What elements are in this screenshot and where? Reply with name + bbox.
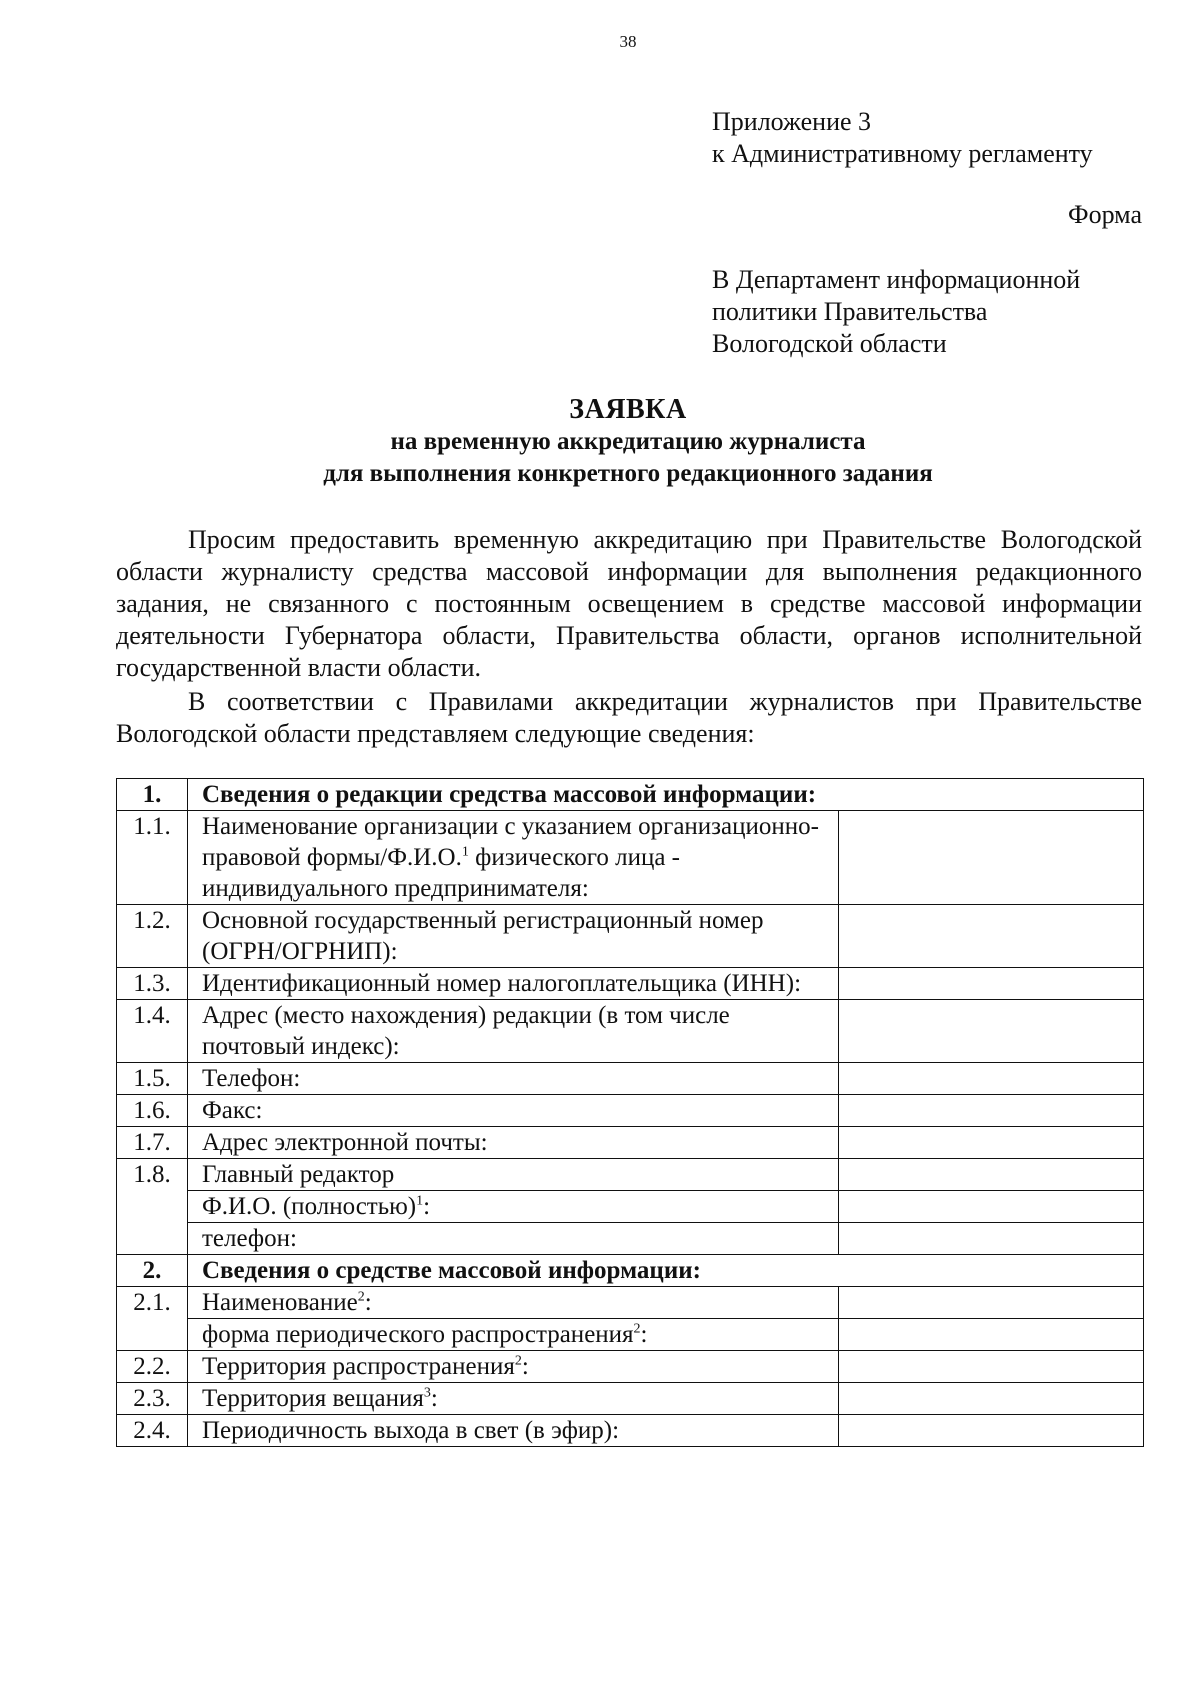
row-label: Наименование$^2$: xyxy=(188,1287,839,1319)
row-label: Территория распространения$^2$: xyxy=(188,1351,839,1383)
document-title: ЗАЯВКА xyxy=(569,394,687,425)
table-row xyxy=(117,1383,1144,1415)
row-label: Факс: xyxy=(188,1095,839,1127)
addressee-line: политики Правительства xyxy=(712,297,988,326)
table-row xyxy=(117,1095,1144,1127)
row-number: 2.4. xyxy=(117,1415,188,1447)
table-row xyxy=(117,1191,1144,1223)
value-cell[interactable] xyxy=(839,1063,1144,1095)
row-number: 1.5. xyxy=(117,1063,188,1095)
document-subtitle: на временную аккредитацию журналиста xyxy=(390,428,866,455)
row-label: Идентификационный номер налогоплательщика (ИНН): xyxy=(188,968,839,1000)
row-label: Ф.И.О. (полностью)$^1$: xyxy=(188,1191,839,1223)
section-header-row xyxy=(117,779,1144,811)
paragraph-text: Просим предоставить временную аккредитацию при Правительстве Вологодской области журналисту средства массовой информации для выполнения редакционного задания, не связанного с постоянным освещением в средстве массовой информации деятельности Губернатора области, Правительства области, органов исполнительной государственной власти области. xyxy=(116,525,1142,682)
row-label: форма периодического распространения$^2$: xyxy=(188,1319,839,1351)
row-number: 1.2. xyxy=(117,905,188,968)
appendix-line: Приложение 3 xyxy=(712,107,872,136)
value-cell[interactable] xyxy=(839,1095,1144,1127)
row-number: 2.3. xyxy=(117,1383,188,1415)
row-number: 1.7. xyxy=(117,1127,188,1159)
addressee-line: Вологодской области xyxy=(712,329,947,358)
row-label: Наименование организации с указанием организационно-правовой формы/Ф.И.О.$^1$ физического лица - индивидуального предпринимателя: xyxy=(188,811,839,905)
paragraph-text: В соответствии с Правилами аккредитации журналистов при Правительстве Вологодской области представляем следующие сведения: xyxy=(116,687,1142,748)
row-label: Телефон: xyxy=(188,1063,839,1095)
row-label: Адрес (место нахождения) редакции (в том числе почтовый индекс): xyxy=(188,1000,839,1063)
page-number: 38 xyxy=(619,32,637,51)
table-row xyxy=(117,1063,1144,1095)
footnote-marker: 3 xyxy=(423,1385,431,1401)
footnote-marker: 2 xyxy=(514,1353,522,1369)
section-title: Сведения о редакции средства массовой информации: xyxy=(188,779,1144,811)
value-cell[interactable] xyxy=(839,1415,1144,1447)
table-row xyxy=(117,1319,1144,1351)
section-title: Сведения о средстве массовой информации: xyxy=(188,1255,1144,1287)
value-cell[interactable] xyxy=(839,811,1144,905)
footnote-marker: 2 xyxy=(633,1321,641,1337)
document-subtitle: для выполнения конкретного редакционного задания xyxy=(323,460,933,487)
row-number: 1.1. xyxy=(117,811,188,905)
addressee-line: В Департамент информационной xyxy=(712,265,1081,294)
row-number: 2. xyxy=(117,1255,188,1287)
request-paragraph xyxy=(116,524,1142,684)
table-row xyxy=(117,1159,1144,1191)
value-cell[interactable] xyxy=(839,905,1144,968)
value-cell[interactable] xyxy=(839,1127,1144,1159)
row-number: 1. xyxy=(117,779,188,811)
value-cell[interactable] xyxy=(839,1319,1144,1351)
row-number: 1.3. xyxy=(117,968,188,1000)
appendix-reference xyxy=(712,106,1093,170)
section-header-row xyxy=(117,1255,1144,1287)
value-cell[interactable] xyxy=(839,1159,1144,1191)
form-label: Форма xyxy=(1068,200,1142,229)
row-number: 1.8. xyxy=(117,1159,188,1255)
appendix-line: к Административному регламенту xyxy=(712,139,1093,168)
value-cell[interactable] xyxy=(839,1383,1144,1415)
value-cell[interactable] xyxy=(839,968,1144,1000)
addressee-block xyxy=(712,264,1080,360)
value-cell[interactable] xyxy=(839,1351,1144,1383)
row-label: Главный редактор xyxy=(188,1159,839,1191)
row-number: 2.2. xyxy=(117,1351,188,1383)
table-row xyxy=(117,1000,1144,1063)
table-row xyxy=(117,811,1144,905)
value-cell[interactable] xyxy=(839,1287,1144,1319)
row-number: 1.6. xyxy=(117,1095,188,1127)
table-row xyxy=(117,1223,1144,1255)
value-cell[interactable] xyxy=(839,1223,1144,1255)
row-label: Территория вещания$^3$: xyxy=(188,1383,839,1415)
row-label: Периодичность выхода в свет (в эфир): xyxy=(188,1415,839,1447)
table-row xyxy=(117,905,1144,968)
row-label: Основной государственный регистрационный номер (ОГРН/ОГРНИП): xyxy=(188,905,839,968)
table-row xyxy=(117,1415,1144,1447)
footnote-marker: 1 xyxy=(416,1193,424,1209)
table-row xyxy=(117,1351,1144,1383)
table-row xyxy=(117,968,1144,1000)
row-number: 2.1. xyxy=(117,1287,188,1351)
row-label: Адрес электронной почты: xyxy=(188,1127,839,1159)
value-cell[interactable] xyxy=(839,1191,1144,1223)
intro-paragraph xyxy=(116,686,1142,750)
table-row xyxy=(117,1127,1144,1159)
application-form-table xyxy=(116,778,1144,1447)
row-number: 1.4. xyxy=(117,1000,188,1063)
footnote-marker: 1 xyxy=(461,844,469,860)
row-label: телефон: xyxy=(188,1223,839,1255)
table-row xyxy=(117,1287,1144,1319)
footnote-marker: 2 xyxy=(357,1289,365,1305)
value-cell[interactable] xyxy=(839,1000,1144,1063)
